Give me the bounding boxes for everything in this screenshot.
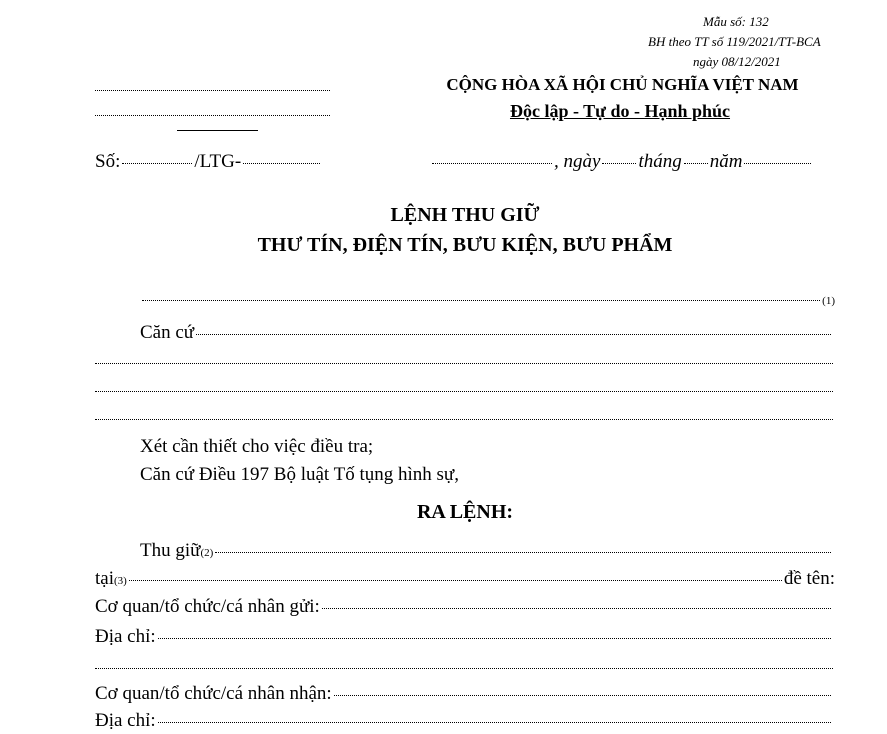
dots — [322, 608, 831, 609]
sender-line — [95, 596, 833, 618]
ngay-label: , ngày — [554, 151, 601, 172]
receiver-address-label: Địa chỉ: — [95, 710, 156, 731]
document-number — [95, 151, 322, 173]
agency-line-1 — [95, 90, 330, 91]
blank-line — [95, 363, 833, 364]
dots — [215, 552, 831, 553]
title-line-1: LỆNH THU GIỮ — [390, 204, 540, 226]
form-date: ngày 08/12/2021 — [693, 54, 781, 69]
thang-label: tháng — [638, 151, 682, 172]
ltg-label: /LTG- — [194, 151, 242, 172]
can-cu-line — [140, 322, 833, 344]
ra-lenh-heading: RA LỆNH: — [416, 501, 514, 523]
divider — [177, 130, 258, 131]
title-line-2: THƯ TÍN, ĐIỆN TÍN, BƯU KIỆN, BƯU PHẨM — [257, 234, 673, 256]
dots — [432, 163, 552, 164]
place-date — [430, 151, 813, 173]
tai-line — [95, 568, 835, 592]
dots — [684, 163, 708, 164]
de-ten-label: đề tên: — [783, 568, 835, 589]
dots — [744, 163, 811, 164]
dots — [142, 300, 820, 301]
agency-line-2 — [95, 115, 330, 116]
so-label: Số: — [95, 151, 121, 172]
form-issued-by: BH theo TT số 119/2021/TT-BCA — [648, 34, 821, 49]
blank-line — [95, 419, 833, 420]
blank-line — [95, 391, 833, 392]
sender-address-line — [95, 626, 833, 648]
dots — [158, 722, 831, 723]
can-cu-label: Căn cứ — [140, 322, 195, 343]
dots — [129, 580, 782, 581]
thu-giu-label: Thu giữ — [140, 540, 201, 561]
receiver-address-line — [95, 710, 833, 732]
form-number: Mẫu số: 132 — [703, 14, 769, 29]
xet-label: Xét cần thiết cho việc điều tra; — [140, 436, 374, 457]
receiver-label: Cơ quan/tổ chức/cá nhân nhận: — [95, 683, 332, 704]
dots — [196, 334, 831, 335]
blank-line — [95, 668, 833, 669]
dots — [334, 695, 831, 696]
national-title: CỘNG HÒA XÃ HỘI CHỦ NGHĨA VIỆT NAM — [446, 75, 799, 94]
thu-giu-line — [140, 540, 833, 564]
xet-text — [140, 436, 373, 458]
national-motto: Độc lập - Tự do - Hạnh phúc — [509, 101, 731, 121]
can-cu-dieu-label: Căn cứ Điều 197 Bộ luật Tố tụng hình sự, — [140, 464, 459, 485]
issuer-line — [140, 290, 835, 312]
can-cu-dieu-text — [140, 464, 459, 486]
note-2: (2) — [200, 547, 214, 559]
dots — [243, 163, 320, 164]
receiver-line — [95, 683, 833, 705]
dots — [602, 163, 636, 164]
sender-label: Cơ quan/tổ chức/cá nhân gửi: — [95, 596, 320, 617]
note-1: (1) — [822, 295, 835, 307]
sender-address-label: Địa chỉ: — [95, 626, 156, 647]
dots — [158, 638, 831, 639]
tai-label: tại — [95, 568, 114, 589]
dots — [122, 163, 192, 164]
nam-label: năm — [709, 151, 743, 172]
note-3: (3) — [114, 575, 127, 587]
